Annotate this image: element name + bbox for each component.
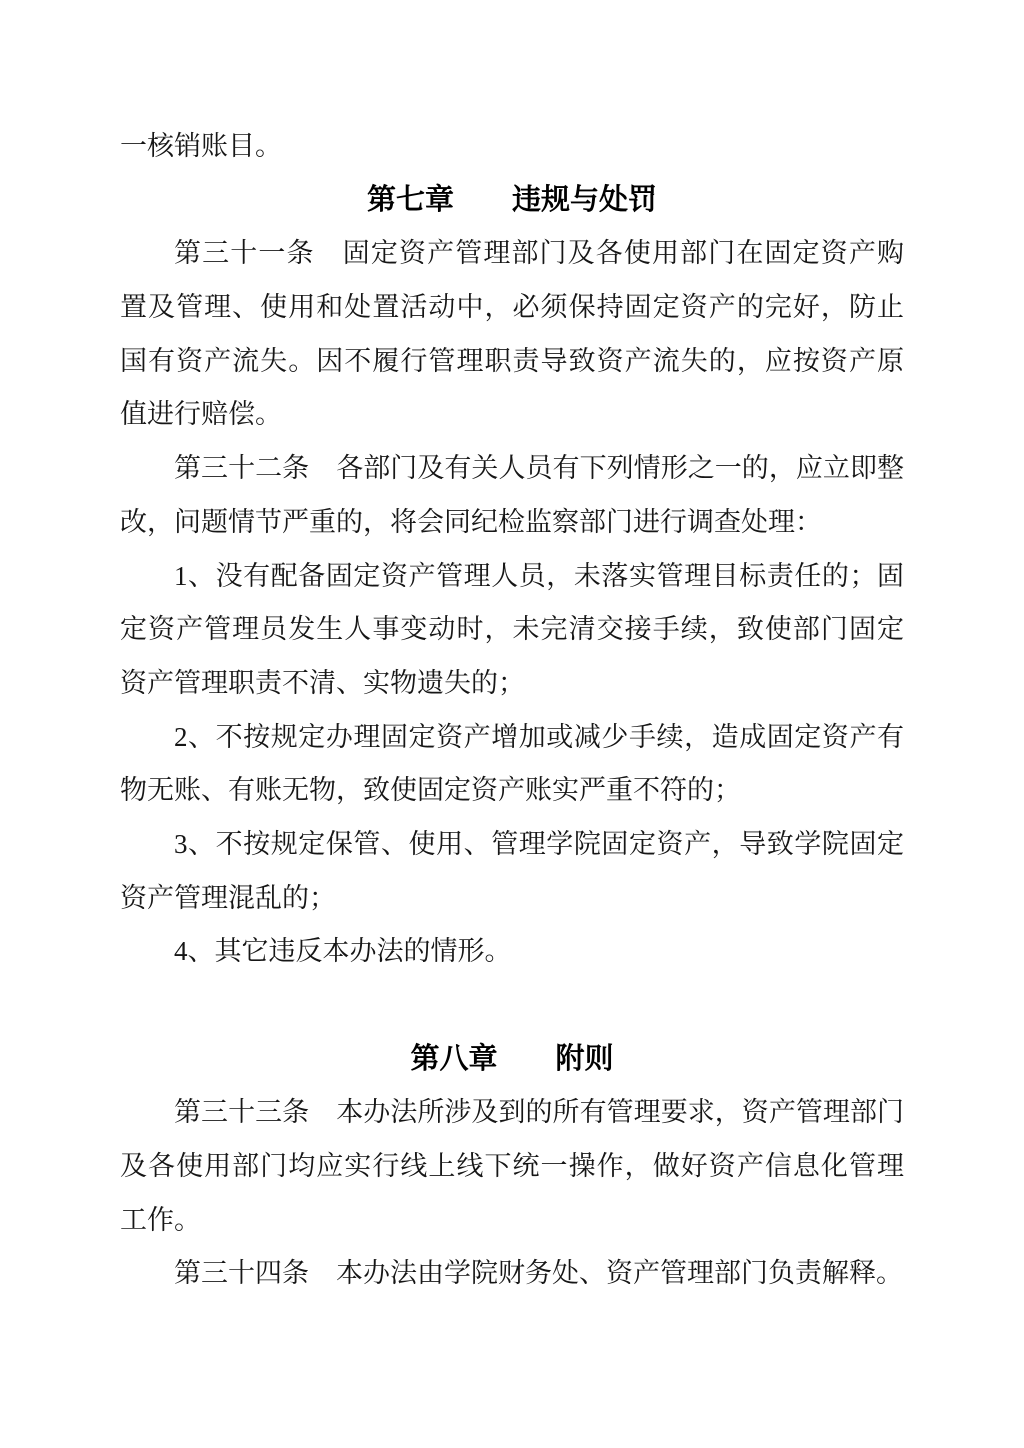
- body-line: 第三十四条 本办法由学院财务处、资产管理部门负责解释。: [174, 1258, 903, 1289]
- body-line: 国有资产流失。因不履行管理职责导致资产流失的，应按资产原: [120, 345, 904, 376]
- body-line: 值进行赔偿。: [120, 399, 282, 430]
- chapter-8-heading: 第八章 附则: [410, 1042, 614, 1075]
- body-line-item-1: 1、没有配备固定资产管理人员，未落实管理目标责任的；固: [174, 560, 904, 591]
- document-body: [120, 120, 904, 1301]
- body-line-item-3: 3、不按规定保管、使用、管理学院固定资产，导致学院固定: [174, 828, 904, 859]
- chapter-7-heading: 第七章 违规与处罚: [366, 183, 657, 216]
- body-line-item-4: 4、其它违反本办法的情形。: [174, 936, 512, 967]
- body-line: 改，问题情节严重的，将会同纪检监察部门进行调查处理：: [120, 506, 822, 537]
- body-line: 资产管理混乱的；: [120, 882, 336, 913]
- body-line: 物无账、有账无物，致使固定资产账实严重不符的；: [120, 775, 741, 806]
- body-line: 工作。: [120, 1204, 201, 1235]
- body-line: 第三十二条 各部门及有关人员有下列情形之一的，应立即整: [174, 453, 904, 484]
- body-line-item-2: 2、不按规定办理固定资产增加或减少手续，造成固定资产有: [174, 721, 904, 752]
- body-line: 置及管理、使用和处置活动中，必须保持固定资产的完好，防止: [120, 292, 904, 323]
- body-line: 定资产管理员发生人事变动时，未完清交接手续，致使部门固定: [120, 614, 904, 645]
- blank-line: [120, 979, 904, 1033]
- body-line: 第三十三条 本办法所涉及到的所有管理要求，资产管理部门: [174, 1097, 904, 1128]
- body-line: 及各使用部门均应实行线上线下统一操作，做好资产信息化管理: [120, 1151, 904, 1182]
- body-line: 一核销账目。: [120, 131, 282, 161]
- body-line: 资产管理职责不清、实物遗失的；: [120, 667, 525, 698]
- body-line: 第三十一条 固定资产管理部门及各使用部门在固定资产购: [174, 238, 904, 269]
